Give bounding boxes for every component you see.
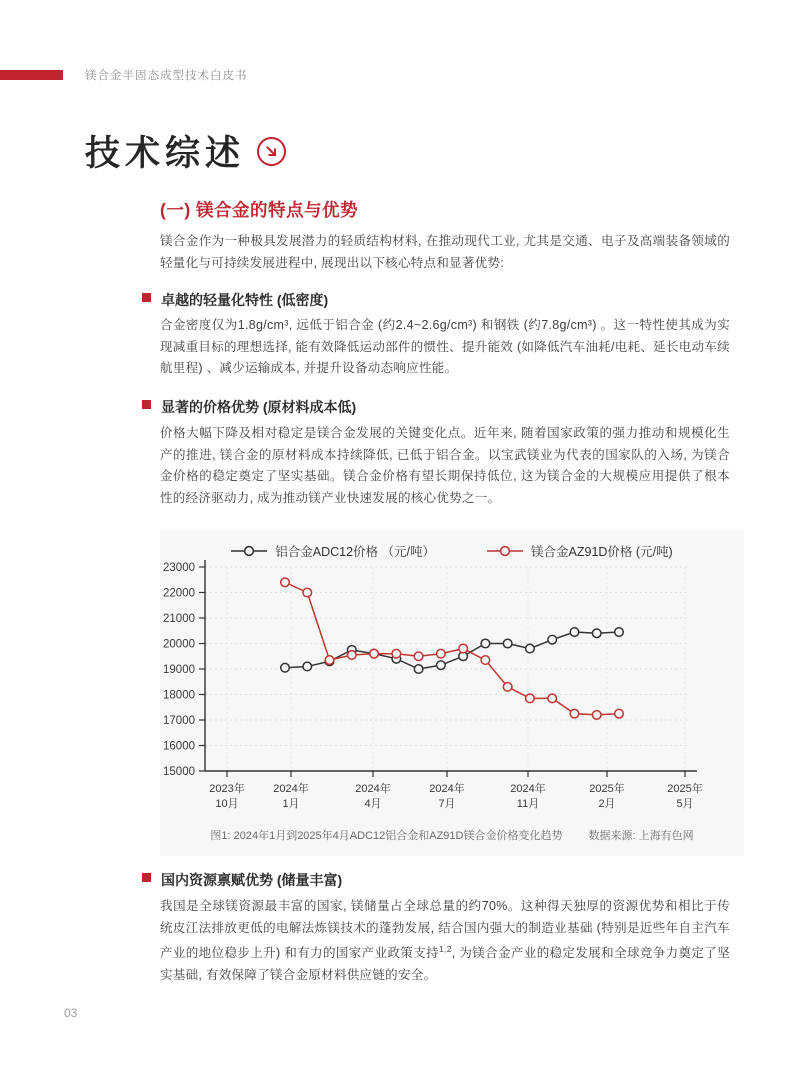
legend-marker-magnesium [487,545,523,557]
svg-text:2025年2月: 2025年 2月 [589,783,625,810]
feature-title-price: 显著的价格优势 (原材料成本低) [161,397,356,417]
svg-text:2025年5月: 2025年 5月 [667,783,703,810]
chart-caption [160,827,744,843]
caption-text: 图1: 2024年1月到2025年4月ADC12铝合金和AZ91D镁合金价格变化趋势 [210,830,563,842]
feature-title-resources: 国内资源禀赋优势 (储量丰富) [161,870,342,890]
caption-source: 数据来源: 上海有色网 [588,830,694,842]
svg-text:20000: 20000 [163,638,195,651]
legend-label-aluminum: 铝合金ADC12价格 （元/吨） [275,545,436,559]
section-heading: (一) 镁合金的特点与优势 [160,200,359,220]
legend-marker-aluminum [231,545,267,557]
svg-text:18000: 18000 [163,689,195,702]
svg-text:2023年10月: 2023年 10月 [209,783,245,810]
legend-item-aluminum [231,542,435,560]
price-chart [160,530,744,856]
svg-text:21000: 21000 [163,613,195,625]
title-row [85,126,286,176]
svg-text:22000: 22000 [163,587,195,600]
svg-text:19000: 19000 [163,664,195,676]
doc-header [0,67,248,83]
doc-title: 镁合金半固态成型技术白皮书 [85,70,248,82]
arrow-down-right-glyph [264,144,279,159]
arrow-down-right-circle-icon [257,137,286,166]
chart-legend [160,542,744,560]
footnote-ref: 1,2 [439,944,452,954]
svg-text:17000: 17000 [163,715,195,727]
header-accent-bar [0,70,63,80]
page-title: 技术综述 [85,134,246,173]
svg-text:2024年7月: 2024年 7月 [429,783,465,810]
bullet-square-icon [142,873,151,882]
bullet-square-icon [142,400,151,409]
feature-body-lightweight: 合金密度仅为1.8g/cm³, 远低于铝合金 (约2.4~2.6g/cm³) 和钢铁 (约7.8g/cm³) 。这一特性使其成为实现减重目标的理想选择, 能有效降低运动部件的惯性、提升能效 (如降低汽车油耗/电耗、延长电动车续航里程) 、减少运输成本, 并提升设备动态响应性能。 [160,318,730,375]
svg-text:16000: 16000 [163,740,195,753]
svg-text:2024年4月: 2024年 4月 [355,783,391,810]
feature-title-lightweight: 卓越的轻量化特性 (低密度) [161,290,328,310]
intro-paragraph: 镁合金作为一种极具发展潜力的轻质结构材料, 在推动现代工业, 尤其是交通、电子及高端装备领域的轻量化与可持续发展进程中, 展现出以下核心特点和显著优势: [160,234,730,270]
feature-body-price: 价格大幅下降及相对稳定是镁合金发展的关键变化点。近年来, 随着国家政策的强力推动和规模化生产的推进, 镁合金的原材料成本持续降低, 已低于铝合金。以宝武镁业为代表的国家队的入场, 为镁合金价格的稳定奠定了坚实基础。镁合金价格有望长期保持低位, 这为镁合金的大规模应用提供了根本性的经济驱动力, 成为推动镁产业快速发展的核心优势之一。 [160,426,730,505]
svg-text:2024年1月: 2024年 1月 [273,783,309,810]
page-number: 03 [64,1006,78,1020]
svg-text:2024年11月: 2024年 11月 [510,783,546,810]
svg-text:23000: 23000 [163,562,195,574]
feature-body-resources: 我国是全球镁资源最丰富的国家, 镁储量占全球总量的约70%。这种得天独厚的资源优势和相比于传统皮江法排放更低的电解法炼镁技术的蓬勃发展, 结合国内强大的制造业基础 (特别是近些年自主汽车产业的地位稳步上升) 和有力的国家产业政策支持$^{1,2}$, 为镁合金产业的稳定发展和全球竞争力奠定了坚实基础, 有效保障了镁合金原材料供应链的安全。 [160,899,730,982]
legend-label-magnesium: 镁合金AZ91D价格 (元/吨) [531,545,673,559]
legend-item-magnesium [487,542,673,560]
svg-text:15000: 15000 [163,766,195,778]
bullet-square-icon [142,293,151,302]
chart-panel [160,530,744,856]
